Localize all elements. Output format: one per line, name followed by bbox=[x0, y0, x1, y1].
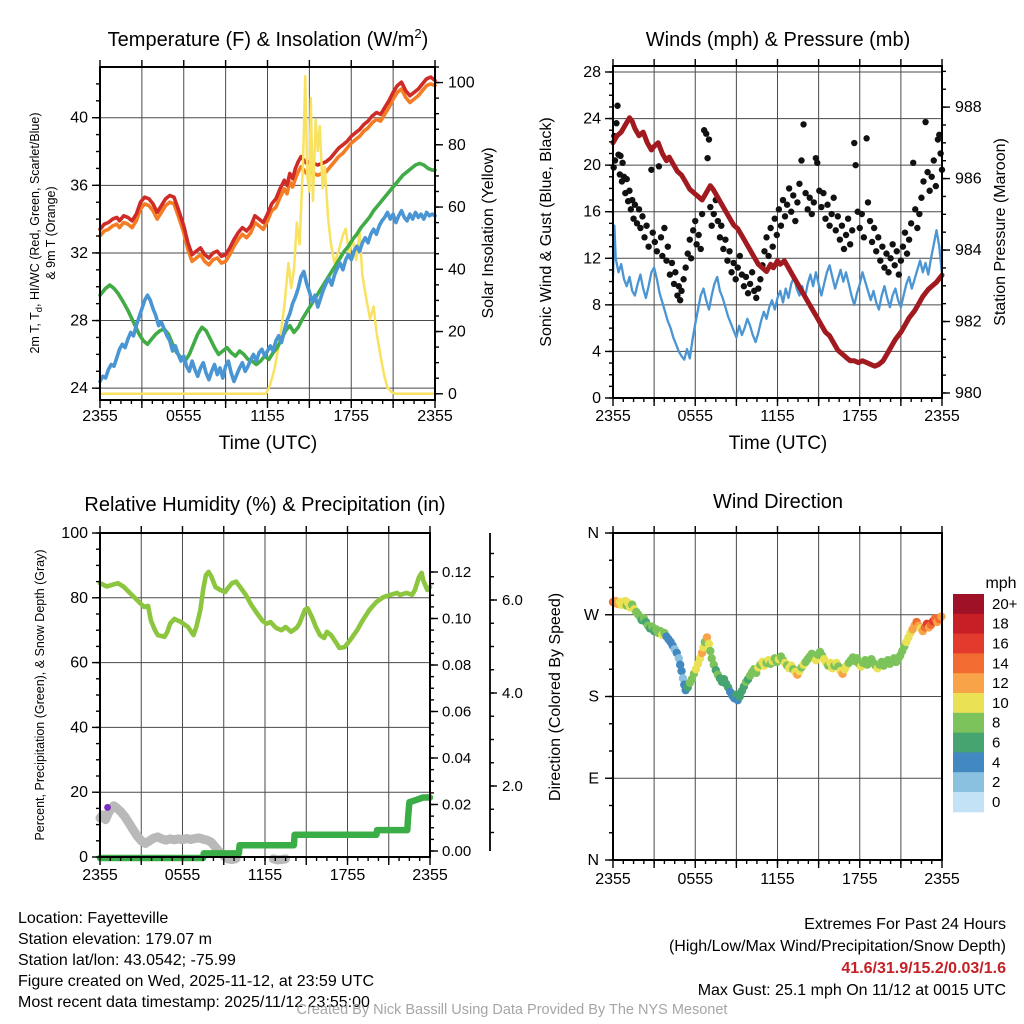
svg-text:0: 0 bbox=[992, 793, 1001, 811]
station-latlon: Station lat/lon: 43.0542; -75.99 bbox=[18, 952, 236, 969]
svg-text:2355: 2355 bbox=[595, 408, 631, 425]
svg-text:6.0: 6.0 bbox=[502, 592, 523, 609]
station-info bbox=[18, 908, 374, 1013]
wind-direction-chart bbox=[584, 525, 1018, 888]
svg-text:20: 20 bbox=[70, 784, 88, 802]
svg-text:S: S bbox=[588, 688, 599, 706]
humidity-ylabel: Percent, Precipitation (Green), & Snow Depth (Gray) bbox=[33, 549, 47, 841]
humidity-precip-chart bbox=[61, 525, 523, 884]
chart-labels bbox=[28, 26, 1017, 841]
svg-text:8: 8 bbox=[592, 296, 601, 314]
svg-text:8: 8 bbox=[992, 714, 1001, 732]
svg-text:32: 32 bbox=[70, 244, 88, 262]
svg-text:80: 80 bbox=[70, 589, 88, 607]
svg-text:1155: 1155 bbox=[760, 871, 795, 888]
svg-text:100: 100 bbox=[61, 525, 88, 542]
svg-text:100: 100 bbox=[448, 74, 475, 92]
svg-text:1155: 1155 bbox=[760, 408, 795, 425]
extremes-subtitle: (High/Low/Max Wind/Precipitation/Snow Depth) bbox=[668, 938, 1006, 955]
svg-text:0.00: 0.00 bbox=[442, 843, 472, 860]
svg-text:E: E bbox=[588, 770, 599, 788]
station-elevation: Station elevation: 179.07 m bbox=[18, 931, 212, 948]
svg-text:2355: 2355 bbox=[412, 867, 448, 884]
svg-text:60: 60 bbox=[70, 654, 88, 672]
max-gust: Max Gust: 25.1 mph On 11/12 at 0015 UTC bbox=[697, 982, 1006, 999]
svg-text:24: 24 bbox=[70, 380, 88, 398]
temperature-chart-title: Temperature (F) & Insolation $(W/m^2)$ bbox=[107, 26, 429, 51]
figure-created: Figure created on Wed, 2025-11-12, at 23:59 UTC bbox=[18, 973, 375, 990]
svg-text:2355: 2355 bbox=[595, 871, 631, 888]
svg-text:0.10: 0.10 bbox=[442, 610, 472, 628]
svg-text:6: 6 bbox=[992, 734, 1001, 752]
svg-text:1155: 1155 bbox=[247, 867, 283, 884]
svg-text:40: 40 bbox=[70, 109, 88, 127]
svg-text:2355: 2355 bbox=[924, 408, 960, 425]
extremes-title: Extremes For Past 24 Hours bbox=[804, 916, 1006, 933]
svg-text:12: 12 bbox=[583, 250, 601, 268]
svg-text:40: 40 bbox=[70, 719, 88, 737]
temperature-insolation-chart bbox=[70, 60, 475, 425]
svg-text:980: 980 bbox=[955, 384, 982, 402]
extremes-values: 41.6/31.9/15.2/0.03/1.6 bbox=[841, 960, 1006, 977]
svg-text:12: 12 bbox=[992, 675, 1009, 693]
svg-text:0: 0 bbox=[448, 385, 457, 403]
svg-text:1755: 1755 bbox=[841, 408, 878, 425]
wind-direction-chart-title: Wind Direction bbox=[712, 491, 844, 513]
extremes-info bbox=[669, 914, 1006, 1002]
wind-gust-ylabel: Sonic Wind & Gust (Blue, Black) bbox=[538, 117, 555, 347]
svg-text:1755: 1755 bbox=[329, 867, 366, 884]
svg-text:0.04: 0.04 bbox=[442, 750, 472, 767]
svg-text:984: 984 bbox=[955, 242, 982, 260]
svg-text:N: N bbox=[587, 525, 599, 542]
svg-text:0555: 0555 bbox=[677, 408, 714, 425]
svg-text:40: 40 bbox=[448, 261, 466, 279]
svg-text:W: W bbox=[583, 606, 599, 624]
humidity-chart-title: Relative Humidity (%) & Precipitation (in) bbox=[84, 494, 446, 516]
colorbar-title: mph bbox=[985, 575, 1017, 592]
svg-text:0555: 0555 bbox=[165, 408, 202, 425]
svg-text:20: 20 bbox=[448, 323, 466, 341]
winds-chart-title: Winds (mph) & Pressure (mb) bbox=[645, 29, 911, 51]
svg-text:2: 2 bbox=[992, 774, 1001, 792]
svg-text:16: 16 bbox=[583, 203, 601, 221]
direction-ylabel: Direction (Colored By Speed) bbox=[547, 592, 564, 802]
svg-text:1755: 1755 bbox=[841, 871, 878, 888]
svg-text:988: 988 bbox=[955, 99, 982, 117]
credit-line: Created By Nick Bassill Using Data Provided By The NYS Mesonet bbox=[296, 1002, 728, 1018]
svg-text:36: 36 bbox=[70, 177, 88, 195]
svg-text:2355: 2355 bbox=[924, 871, 960, 888]
svg-text:1155: 1155 bbox=[250, 408, 285, 425]
temperature-ylabel-line1: 2m T, $T_d$, HI/WC (Red, Green, Scarlet/Blue) bbox=[28, 112, 45, 354]
svg-text:986: 986 bbox=[955, 170, 982, 188]
svg-text:0.02: 0.02 bbox=[442, 796, 472, 814]
svg-text:80: 80 bbox=[448, 136, 466, 154]
svg-text:2355: 2355 bbox=[417, 408, 453, 425]
svg-text:0555: 0555 bbox=[164, 867, 201, 884]
winds-xlabel: Time (UTC) bbox=[728, 433, 828, 454]
svg-text:4: 4 bbox=[592, 343, 601, 361]
svg-text:60: 60 bbox=[448, 199, 466, 217]
svg-text:2355: 2355 bbox=[82, 408, 118, 425]
svg-text:0: 0 bbox=[79, 849, 88, 866]
station-location: Location: Fayetteville bbox=[18, 910, 169, 927]
svg-text:0.12: 0.12 bbox=[442, 564, 472, 581]
svg-text:24: 24 bbox=[583, 110, 601, 128]
svg-text:14: 14 bbox=[992, 655, 1009, 673]
temperature-ylabel-line2: & 9m T (Orange) bbox=[44, 186, 58, 280]
svg-text:0.08: 0.08 bbox=[442, 657, 472, 674]
svg-text:0555: 0555 bbox=[677, 871, 714, 888]
svg-text:10: 10 bbox=[992, 694, 1009, 712]
svg-text:0: 0 bbox=[592, 390, 601, 407]
svg-text:982: 982 bbox=[955, 313, 982, 331]
svg-text:20+: 20+ bbox=[992, 595, 1018, 613]
winds-pressure-chart bbox=[583, 59, 982, 425]
svg-text:28: 28 bbox=[70, 312, 88, 330]
svg-text:1755: 1755 bbox=[333, 408, 370, 425]
svg-text:16: 16 bbox=[992, 635, 1009, 653]
svg-text:0.06: 0.06 bbox=[442, 703, 472, 721]
temperature-xlabel: Time (UTC) bbox=[218, 433, 318, 454]
pressure-ylabel: Station Pressure (Maroon) bbox=[992, 138, 1009, 326]
svg-text:4.0: 4.0 bbox=[502, 685, 523, 702]
svg-text:N: N bbox=[587, 852, 599, 869]
svg-text:4: 4 bbox=[992, 754, 1001, 772]
svg-text:28: 28 bbox=[583, 63, 601, 81]
svg-text:20: 20 bbox=[583, 157, 601, 175]
svg-text:2355: 2355 bbox=[82, 867, 118, 884]
svg-text:2.0: 2.0 bbox=[502, 778, 523, 795]
recent-timestamp: Most recent data timestamp: 2025/11/12 23:55:00 bbox=[18, 994, 370, 1011]
svg-text:18: 18 bbox=[992, 615, 1009, 633]
insolation-ylabel: Solar Insolation (Yellow) bbox=[480, 147, 497, 319]
